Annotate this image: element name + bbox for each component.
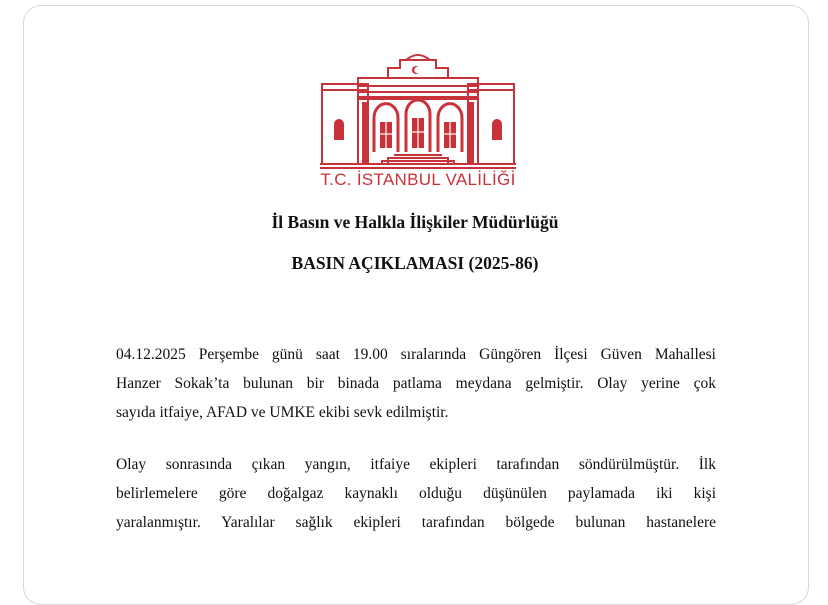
paragraph-line: 04.12.2025 Perşembe günü saat 19.00 sıralarında Güngören İlçesi Güven Mahallesi xyxy=(116,346,716,363)
paragraph-line: Olay sonrasında çıkan yangın, itfaiye ekipleri tarafından söndürülmüştür. İlk xyxy=(116,456,716,473)
paragraph-1 xyxy=(116,340,716,427)
paragraph-line: sayıda itfaiye, AFAD ve UMKE ekibi sevk edilmiştir. xyxy=(116,404,449,421)
paragraph-line: yaralanmıştır. Yaralılar sağlık ekipleri tarafından bölgede bulunan hastanelere xyxy=(116,514,716,531)
document-title: BASIN AÇIKLAMASI (2025-86) xyxy=(291,253,539,273)
paragraph-2 xyxy=(116,450,716,537)
logo-text: T.C. İSTANBUL VALİLİĞİ xyxy=(320,170,516,189)
paragraph-line: Hanzer Sokak’ta bulunan bir binada patlama meydana gelmiştir. Olay yerine çok xyxy=(116,375,716,392)
paragraph-line: belirlemelere göre doğalgaz kaynaklı olduğu düşünülen paylamada iki kişi xyxy=(116,485,716,502)
department-heading: İl Basın ve Halkla İlişkiler Müdürlüğü xyxy=(271,212,559,232)
istanbul-governorship-building-logo xyxy=(318,52,518,170)
